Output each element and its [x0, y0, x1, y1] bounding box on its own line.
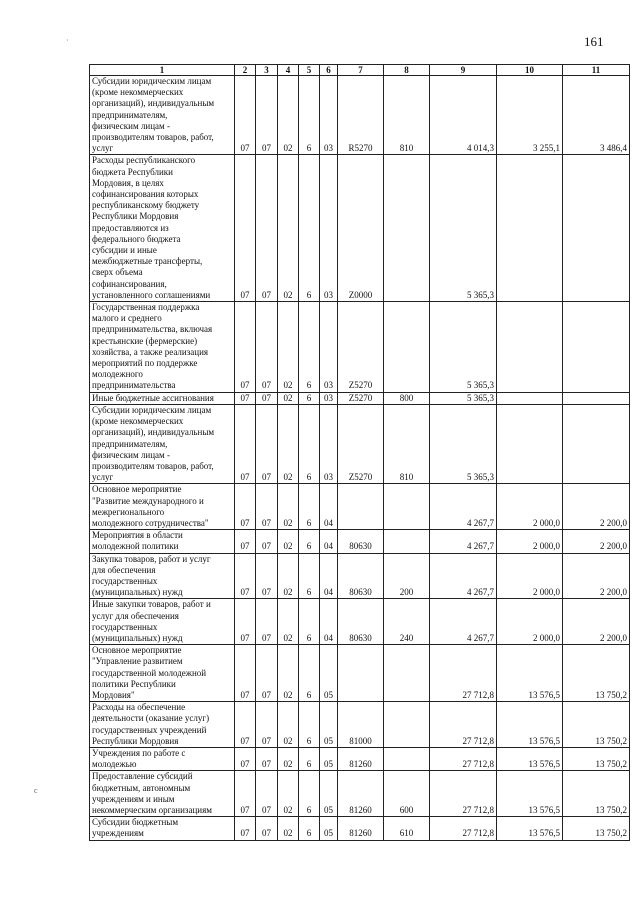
amount-col11: 2 200,0	[563, 530, 630, 553]
code-expense-type: 800	[384, 392, 430, 404]
amount-col9: 4 267,7	[430, 553, 497, 599]
column-header: 10	[497, 65, 563, 76]
code-program: 02	[278, 76, 299, 155]
amount-col11: 13 750,2	[563, 817, 630, 840]
code-subsection: 07	[256, 771, 278, 817]
code-expense-direction: 81260	[338, 817, 384, 840]
column-header: 2	[235, 65, 256, 76]
amount-col10: 2 000,0	[497, 530, 563, 553]
amount-col9: 5 365,3	[430, 392, 497, 404]
code-measure: 03	[320, 404, 338, 483]
column-header: 4	[278, 65, 299, 76]
code-section: 07	[235, 599, 256, 645]
row-name: Учреждения по работе с молодежью	[90, 747, 235, 770]
page-number: 161	[584, 34, 604, 49]
table-row	[90, 817, 630, 840]
row-name: Расходы на обеспечение деятельности (оказание услуг) государственных учреждений Республики Мордовия	[90, 702, 235, 748]
row-name: Субсидии юридическим лицам (кроме некоммерческих организаций), индивидуальным предпринимателям, физическим лицам - производителям товаров, работ, услуг	[90, 76, 235, 155]
amount-col10	[497, 392, 563, 404]
table-row	[90, 747, 630, 770]
code-subprogram: 6	[299, 392, 320, 404]
column-header: 3	[256, 65, 278, 76]
amount-col10: 13 576,5	[497, 747, 563, 770]
amount-col10	[497, 404, 563, 483]
table-row	[90, 702, 630, 748]
amount-col11	[563, 392, 630, 404]
table-row	[90, 645, 630, 702]
code-expense-type: 810	[384, 404, 430, 483]
code-section: 07	[235, 76, 256, 155]
code-subsection: 07	[256, 702, 278, 748]
code-subprogram: 6	[299, 645, 320, 702]
code-subprogram: 6	[299, 553, 320, 599]
code-measure: 03	[320, 302, 338, 393]
row-name: Субсидии бюджетным учреждениям	[90, 817, 235, 840]
code-measure: 05	[320, 747, 338, 770]
code-expense-direction: R5270	[338, 76, 384, 155]
code-section: 07	[235, 155, 256, 302]
table-row	[90, 404, 630, 483]
code-subsection: 07	[256, 404, 278, 483]
amount-col10: 13 576,5	[497, 817, 563, 840]
code-measure: 03	[320, 392, 338, 404]
column-header: 1	[90, 65, 235, 76]
amount-col9: 4 267,7	[430, 530, 497, 553]
code-subsection: 07	[256, 817, 278, 840]
row-name: Государственная поддержка малого и среднего предпринимательства, включая крестьянские (фермерские) хозяйства, а также реализация мероприятий по поддержке молодежного предпринимательства	[90, 302, 235, 393]
code-measure: 05	[320, 771, 338, 817]
code-expense-type: 240	[384, 599, 430, 645]
code-measure: 03	[320, 155, 338, 302]
code-subsection: 07	[256, 599, 278, 645]
code-program: 02	[278, 302, 299, 393]
code-expense-type	[384, 747, 430, 770]
code-subprogram: 6	[299, 484, 320, 530]
code-measure: 04	[320, 530, 338, 553]
code-section: 07	[235, 702, 256, 748]
code-expense-type	[384, 484, 430, 530]
code-subsection: 07	[256, 645, 278, 702]
row-name: Мероприятия в области молодежной политики	[90, 530, 235, 553]
amount-col10: 2 000,0	[497, 484, 563, 530]
table-row	[90, 484, 630, 530]
code-program: 02	[278, 645, 299, 702]
code-expense-direction: 81260	[338, 747, 384, 770]
code-section: 07	[235, 771, 256, 817]
code-measure: 05	[320, 645, 338, 702]
code-expense-direction: 81000	[338, 702, 384, 748]
row-name: Расходы республиканского бюджета Республики Мордовия, в целях софинансирования которых республиканскому бюджету Республики Мордовия предоставляются из федерального бюджета субсидии и иные межбюджетные трансферты, сверх объема софинансирования, установленного соглашениями	[90, 155, 235, 302]
code-section: 07	[235, 553, 256, 599]
amount-col9: 27 712,8	[430, 771, 497, 817]
code-expense-type: 600	[384, 771, 430, 817]
table-row	[90, 530, 630, 553]
amount-col11	[563, 155, 630, 302]
code-subprogram: 6	[299, 747, 320, 770]
row-name: Закупка товаров, работ и услуг для обеспечения государственных (муниципальных) нужд	[90, 553, 235, 599]
code-section: 07	[235, 747, 256, 770]
code-expense-direction	[338, 645, 384, 702]
amount-col9: 5 365,3	[430, 404, 497, 483]
code-subprogram: 6	[299, 530, 320, 553]
code-subsection: 07	[256, 553, 278, 599]
code-expense-type	[384, 155, 430, 302]
code-section: 07	[235, 404, 256, 483]
amount-col9: 27 712,8	[430, 747, 497, 770]
code-program: 02	[278, 599, 299, 645]
code-program: 02	[278, 155, 299, 302]
code-section: 07	[235, 817, 256, 840]
amount-col11: 13 750,2	[563, 702, 630, 748]
code-program: 02	[278, 747, 299, 770]
column-header: 5	[299, 65, 320, 76]
code-subprogram: 6	[299, 817, 320, 840]
code-expense-direction: Z5270	[338, 302, 384, 393]
amount-col9: 4 267,7	[430, 599, 497, 645]
column-header: 6	[320, 65, 338, 76]
row-name: Иные бюджетные ассигнования	[90, 392, 235, 404]
amount-col9: 27 712,8	[430, 645, 497, 702]
code-subsection: 07	[256, 392, 278, 404]
scan-speck: c	[34, 786, 38, 795]
code-expense-direction: 80630	[338, 599, 384, 645]
code-expense-type	[384, 302, 430, 393]
table-row	[90, 155, 630, 302]
amount-col9: 5 365,3	[430, 302, 497, 393]
code-expense-direction: 81260	[338, 771, 384, 817]
amount-col10: 13 576,5	[497, 771, 563, 817]
code-program: 02	[278, 392, 299, 404]
code-subsection: 07	[256, 747, 278, 770]
code-expense-type: 610	[384, 817, 430, 840]
amount-col9: 27 712,8	[430, 817, 497, 840]
table-row	[90, 392, 630, 404]
amount-col11: 13 750,2	[563, 771, 630, 817]
code-program: 02	[278, 702, 299, 748]
code-expense-type	[384, 702, 430, 748]
amount-col10: 13 576,5	[497, 645, 563, 702]
table-row	[90, 599, 630, 645]
code-subsection: 07	[256, 155, 278, 302]
amount-col11	[563, 404, 630, 483]
code-section: 07	[235, 392, 256, 404]
code-measure: 04	[320, 599, 338, 645]
table-row	[90, 771, 630, 817]
amount-col11: 13 750,2	[563, 645, 630, 702]
table-header-row	[90, 65, 630, 76]
code-subprogram: 6	[299, 302, 320, 393]
code-measure: 05	[320, 817, 338, 840]
code-expense-direction: Z5270	[338, 404, 384, 483]
budget-table	[89, 64, 630, 841]
code-subsection: 07	[256, 484, 278, 530]
code-expense-type	[384, 530, 430, 553]
table-row	[90, 553, 630, 599]
column-header: 7	[338, 65, 384, 76]
code-section: 07	[235, 302, 256, 393]
column-header: 8	[384, 65, 430, 76]
scan-speck: ·	[66, 36, 69, 45]
code-measure: 04	[320, 553, 338, 599]
code-program: 02	[278, 817, 299, 840]
amount-col10: 2 000,0	[497, 553, 563, 599]
code-subprogram: 6	[299, 404, 320, 483]
code-expense-type: 200	[384, 553, 430, 599]
column-header: 11	[563, 65, 630, 76]
code-expense-direction: Z5270	[338, 392, 384, 404]
code-program: 02	[278, 530, 299, 553]
code-subprogram: 6	[299, 76, 320, 155]
code-expense-direction: 80630	[338, 530, 384, 553]
row-name: Субсидии юридическим лицам (кроме некоммерческих организаций), индивидуальным предпринимателям, физическим лицам - производителям товаров, работ, услуг	[90, 404, 235, 483]
code-expense-type: 810	[384, 76, 430, 155]
code-subprogram: 6	[299, 599, 320, 645]
code-expense-direction: 80630	[338, 553, 384, 599]
row-name: Основное мероприятие "Развитие международного и межрегионального молодежного сотрудничества"	[90, 484, 235, 530]
amount-col10: 2 000,0	[497, 599, 563, 645]
code-section: 07	[235, 530, 256, 553]
code-subprogram: 6	[299, 702, 320, 748]
code-program: 02	[278, 404, 299, 483]
code-section: 07	[235, 645, 256, 702]
amount-col9: 4 014,3	[430, 76, 497, 155]
code-measure: 03	[320, 76, 338, 155]
amount-col11: 2 200,0	[563, 484, 630, 530]
row-name: Основное мероприятие "Управление развитием государственной молодежной политики Республики Мордовия"	[90, 645, 235, 702]
amount-col11: 13 750,2	[563, 747, 630, 770]
column-header: 9	[430, 65, 497, 76]
code-section: 07	[235, 484, 256, 530]
amount-col9: 27 712,8	[430, 702, 497, 748]
amount-col11: 2 200,0	[563, 599, 630, 645]
amount-col11	[563, 302, 630, 393]
row-name: Иные закупки товаров, работ и услуг для обеспечения государственных (муниципальных) нужд	[90, 599, 235, 645]
code-expense-direction	[338, 484, 384, 530]
code-expense-direction: Z0000	[338, 155, 384, 302]
code-program: 02	[278, 771, 299, 817]
amount-col10	[497, 302, 563, 393]
code-subprogram: 6	[299, 771, 320, 817]
row-name: Предоставление субсидий бюджетным, автономным учреждениям и иным некоммерческим организациям	[90, 771, 235, 817]
amount-col10: 13 576,5	[497, 702, 563, 748]
code-subsection: 07	[256, 530, 278, 553]
code-expense-type	[384, 645, 430, 702]
table-row	[90, 76, 630, 155]
amount-col9: 5 365,3	[430, 155, 497, 302]
table-row	[90, 302, 630, 393]
amount-col10	[497, 155, 563, 302]
code-subprogram: 6	[299, 155, 320, 302]
code-program: 02	[278, 553, 299, 599]
code-subsection: 07	[256, 76, 278, 155]
code-measure: 05	[320, 702, 338, 748]
code-measure: 04	[320, 484, 338, 530]
code-program: 02	[278, 484, 299, 530]
code-subsection: 07	[256, 302, 278, 393]
amount-col9: 4 267,7	[430, 484, 497, 530]
amount-col10: 3 255,1	[497, 76, 563, 155]
amount-col11: 3 486,4	[563, 76, 630, 155]
amount-col11: 2 200,0	[563, 553, 630, 599]
